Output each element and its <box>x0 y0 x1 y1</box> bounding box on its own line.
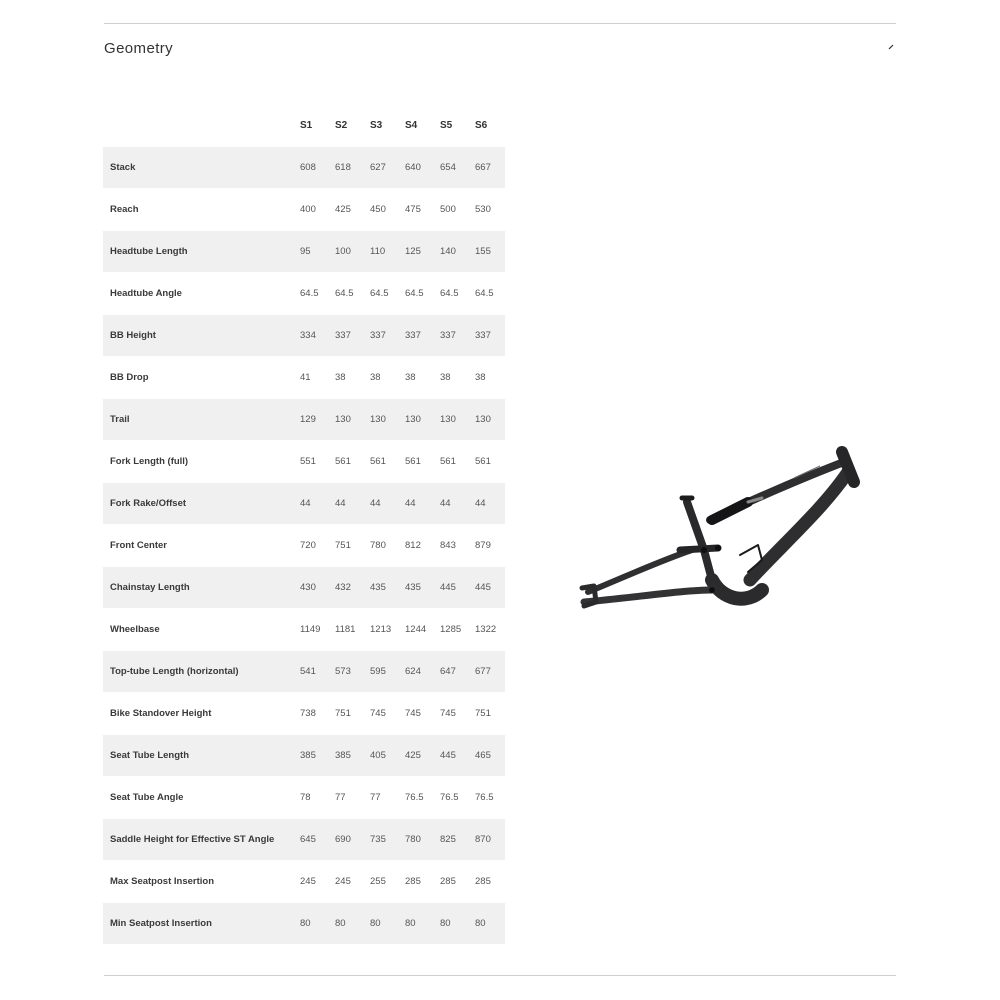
cell-value: 879 <box>475 525 505 567</box>
row-label: BB Height <box>103 315 300 357</box>
cell-value: 76.5 <box>405 777 440 819</box>
cell-value: 745 <box>370 693 405 735</box>
cell-value: 285 <box>475 861 505 903</box>
cell-value: 130 <box>440 399 475 441</box>
cell-value: 129 <box>300 399 335 441</box>
cell-value: 64.5 <box>475 273 505 315</box>
table-row <box>103 651 505 693</box>
row-label: Fork Length (full) <box>103 441 300 483</box>
row-label: Reach <box>103 189 300 231</box>
cell-value: 100 <box>335 231 370 273</box>
cell-value: 430 <box>300 567 335 609</box>
table-row <box>103 567 505 609</box>
cell-value: 95 <box>300 231 335 273</box>
table-row <box>103 357 505 399</box>
cell-value: 38 <box>405 357 440 399</box>
cell-value: 1285 <box>440 609 475 651</box>
cell-value: 80 <box>440 903 475 945</box>
row-label: Fork Rake/Offset <box>103 483 300 525</box>
cell-value: 432 <box>335 567 370 609</box>
cell-value: 751 <box>335 693 370 735</box>
row-label: BB Drop <box>103 357 300 399</box>
row-label: Headtube Angle <box>103 273 300 315</box>
cell-value: 38 <box>475 357 505 399</box>
cell-value: 720 <box>300 525 335 567</box>
cell-value: 110 <box>370 231 405 273</box>
cell-value: 337 <box>405 315 440 357</box>
cell-value: 541 <box>300 651 335 693</box>
cell-value: 130 <box>405 399 440 441</box>
cell-value: 130 <box>370 399 405 441</box>
cell-value: 667 <box>475 147 505 189</box>
cell-value: 80 <box>405 903 440 945</box>
cell-value: 285 <box>440 861 475 903</box>
cell-value: 445 <box>475 567 505 609</box>
row-label: Max Seatpost Insertion <box>103 861 300 903</box>
cell-value: 405 <box>370 735 405 777</box>
cell-value: 573 <box>335 651 370 693</box>
size-header-s5: S5 <box>440 120 453 131</box>
row-label: Seat Tube Angle <box>103 777 300 819</box>
cell-value: 1213 <box>370 609 405 651</box>
cell-value: 38 <box>335 357 370 399</box>
cell-value: 80 <box>300 903 335 945</box>
row-label: Bike Standover Height <box>103 693 300 735</box>
table-row <box>103 525 505 567</box>
cell-value: 780 <box>370 525 405 567</box>
cell-value: 751 <box>475 693 505 735</box>
cell-value: 140 <box>440 231 475 273</box>
cell-value: 551 <box>300 441 335 483</box>
section-top-divider <box>104 23 896 24</box>
cell-value: 44 <box>440 483 475 525</box>
cell-value: 465 <box>475 735 505 777</box>
cell-value: 44 <box>335 483 370 525</box>
table-row <box>103 483 505 525</box>
row-label: Chainstay Length <box>103 567 300 609</box>
cell-value: 561 <box>475 441 505 483</box>
cell-value: 41 <box>300 357 335 399</box>
row-label: Top-tube Length (horizontal) <box>103 651 300 693</box>
cell-value: 245 <box>335 861 370 903</box>
cell-value: 385 <box>335 735 370 777</box>
section-bottom-divider <box>104 975 896 976</box>
cell-value: 812 <box>405 525 440 567</box>
cell-value: 44 <box>475 483 505 525</box>
table-row <box>103 441 505 483</box>
cell-value: 425 <box>335 189 370 231</box>
cell-value: 337 <box>370 315 405 357</box>
row-label: Saddle Height for Effective ST Angle <box>103 819 300 861</box>
cell-value: 77 <box>370 777 405 819</box>
cell-value: 337 <box>335 315 370 357</box>
table-row <box>103 147 505 189</box>
cell-value: 1322 <box>475 609 505 651</box>
row-label: Min Seatpost Insertion <box>103 903 300 945</box>
cell-value: 1149 <box>300 609 335 651</box>
table-row <box>103 315 505 357</box>
cell-value: 500 <box>440 189 475 231</box>
cell-value: 738 <box>300 693 335 735</box>
cell-value: 780 <box>405 819 440 861</box>
cell-value: 76.5 <box>440 777 475 819</box>
table-row <box>103 777 505 819</box>
cell-value: 825 <box>440 819 475 861</box>
cell-value: 435 <box>405 567 440 609</box>
geometry-table <box>103 105 505 944</box>
cell-value: 285 <box>405 861 440 903</box>
cell-value: 80 <box>370 903 405 945</box>
cell-value: 690 <box>335 819 370 861</box>
cell-value: 64.5 <box>370 273 405 315</box>
size-header-s6: S6 <box>475 120 488 131</box>
cell-value: 561 <box>335 441 370 483</box>
cell-value: 130 <box>475 399 505 441</box>
cell-value: 624 <box>405 651 440 693</box>
cell-value: 44 <box>405 483 440 525</box>
cell-value: 870 <box>475 819 505 861</box>
table-row <box>103 273 505 315</box>
cell-value: 450 <box>370 189 405 231</box>
cell-value: 435 <box>370 567 405 609</box>
cell-value: 1181 <box>335 609 370 651</box>
cell-value: 125 <box>405 231 440 273</box>
cell-value: 445 <box>440 567 475 609</box>
cell-value: 44 <box>370 483 405 525</box>
cell-value: 64.5 <box>335 273 370 315</box>
table-row <box>103 231 505 273</box>
row-label: Wheelbase <box>103 609 300 651</box>
cell-value: 445 <box>440 735 475 777</box>
row-label: Seat Tube Length <box>103 735 300 777</box>
cell-value: 44 <box>300 483 335 525</box>
cell-value: 530 <box>475 189 505 231</box>
cell-value: 80 <box>475 903 505 945</box>
cell-value: 640 <box>405 147 440 189</box>
cell-value: 735 <box>370 819 405 861</box>
chevron-up-icon[interactable] <box>886 42 896 52</box>
cell-value: 843 <box>440 525 475 567</box>
cell-value: 595 <box>370 651 405 693</box>
cell-value: 334 <box>300 315 335 357</box>
cell-value: 64.5 <box>405 273 440 315</box>
cell-value: 745 <box>440 693 475 735</box>
cell-value: 1244 <box>405 609 440 651</box>
cell-value: 751 <box>335 525 370 567</box>
cell-value: 80 <box>335 903 370 945</box>
cell-value: 745 <box>405 693 440 735</box>
cell-value: 64.5 <box>440 273 475 315</box>
row-label: Headtube Length <box>103 231 300 273</box>
cell-value: 64.5 <box>300 273 335 315</box>
cell-value: 255 <box>370 861 405 903</box>
cell-value: 561 <box>440 441 475 483</box>
cell-value: 627 <box>370 147 405 189</box>
cell-value: 647 <box>440 651 475 693</box>
header-spacer <box>103 105 300 147</box>
cell-value: 645 <box>300 819 335 861</box>
cell-value: 475 <box>405 189 440 231</box>
cell-value: 155 <box>475 231 505 273</box>
cell-value: 76.5 <box>475 777 505 819</box>
cell-value: 561 <box>405 441 440 483</box>
table-row <box>103 399 505 441</box>
cell-value: 618 <box>335 147 370 189</box>
cell-value: 38 <box>370 357 405 399</box>
cell-value: 38 <box>440 357 475 399</box>
cell-value: 77 <box>335 777 370 819</box>
cell-value: 654 <box>440 147 475 189</box>
cell-value: 677 <box>475 651 505 693</box>
cell-value: 561 <box>370 441 405 483</box>
table-row <box>103 861 505 903</box>
geometry-table-body <box>103 147 505 945</box>
geometry-accordion-header[interactable] <box>104 38 896 62</box>
row-label: Front Center <box>103 525 300 567</box>
cell-value: 130 <box>335 399 370 441</box>
bike-frame-image <box>572 440 862 625</box>
size-header-s3: S3 <box>370 120 383 131</box>
cell-value: 400 <box>300 189 335 231</box>
cell-value: 385 <box>300 735 335 777</box>
cell-value: 78 <box>300 777 335 819</box>
size-header-row <box>103 105 505 147</box>
table-row <box>103 903 505 945</box>
row-label: Trail <box>103 399 300 441</box>
table-row <box>103 609 505 651</box>
size-header-s1: S1 <box>300 120 313 131</box>
bike-frame-drawing <box>572 440 862 625</box>
table-row <box>103 189 505 231</box>
table-row <box>103 735 505 777</box>
cell-value: 337 <box>475 315 505 357</box>
cell-value: 608 <box>300 147 335 189</box>
section-title: Geometry <box>104 40 174 57</box>
table-row <box>103 693 505 735</box>
table-row <box>103 819 505 861</box>
cell-value: 337 <box>440 315 475 357</box>
size-header-s4: S4 <box>405 120 418 131</box>
size-header-s2: S2 <box>335 120 348 131</box>
cell-value: 425 <box>405 735 440 777</box>
row-label: Stack <box>103 147 300 189</box>
cell-value: 245 <box>300 861 335 903</box>
